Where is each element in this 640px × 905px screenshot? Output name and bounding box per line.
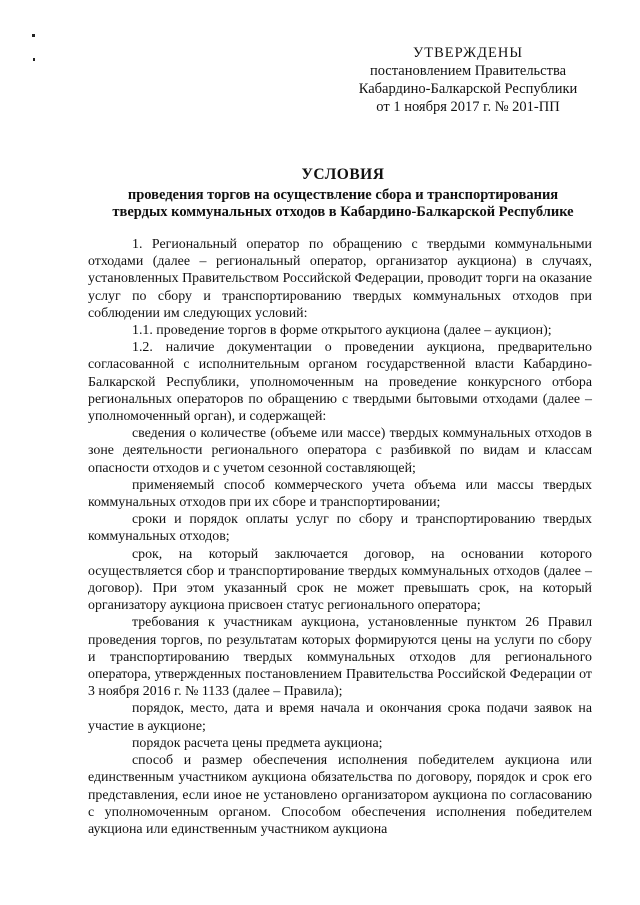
title-subtitle-line: твердых коммунальных отходов в Кабардино-Балкарской Республике <box>112 204 574 220</box>
document-body <box>88 236 592 838</box>
approval-line: постановлением Правительства <box>369 63 567 79</box>
paragraph: сроки и порядок оплаты услуг по сбору и транспортированию твердых коммунальных отходов; <box>88 512 592 545</box>
scan-speck <box>33 58 35 61</box>
title-subtitle-line: проведения торгов на осуществление сбора и транспортирования <box>127 187 559 203</box>
document-title <box>88 166 598 221</box>
paragraph: срок, на который заключается договор, на основании которого осуществляется сбор и транспортирование твердых коммунальных отходов (далее – договор). При этом указанный срок не может превышать срок, на который организатору аукциона присвоен статус регионального оператора; <box>88 546 592 614</box>
paragraph: сведения о количестве (объеме или массе) твердых коммунальных отходов в зоне деятельности регионального оператора с разбивкой по видам и классам опасности отходов и с учетом сезонной составляющей; <box>88 426 592 476</box>
approval-date: от 1 ноября 2017 г. № 201-ПП <box>376 99 560 115</box>
title-main: УСЛОВИЯ <box>301 166 385 183</box>
approval-heading: УТВЕРЖДЕНЫ <box>412 45 524 61</box>
paragraph: порядок, место, дата и время начала и окончания срока подачи заявок на участие в аукционе; <box>88 701 592 734</box>
paragraph: применяемый способ коммерческого учета объема или массы твердых коммунальных отходов при их сборе и транспортировании; <box>88 477 592 511</box>
paragraph: 1. Региональный оператор по обращению с твердыми коммунальными отходами (далее – региональный оператор, организатор аукциона) в случаях, установленных Правительством Российской Федерации, проводит торги на оказание услуг по сбору и транспортированию твердых коммунальных отходов при соблюдении им следующих условий: <box>88 237 592 321</box>
paragraph: требования к участникам аукциона, установленные пунктом 26 Правил проведения торгов, по результатам которых формируются цены на услуги по сбору и транспортированию твердых коммунальных отходов для регионального оператора, утвержденных постановлением Правительства Российской Федерации от 3 ноября 2016 г. № 1133 (далее – Правила); <box>88 615 592 700</box>
approval-line: Кабардино-Балкарской Республики <box>358 81 578 97</box>
paragraph: 1.1. проведение торгов в форме открытого аукциона (далее – аукцион); <box>132 323 552 339</box>
paragraph: 1.2. наличие документации о проведении аукциона, предварительно согласованной с исполнительным органом государственной власти Кабардино-Балкарской Республики, уполномоченным на проведение конкурсного отбора региональных операторов по обращению с твердыми бытовыми отходами (далее – уполномоченный орган), и содержащей: <box>88 340 592 425</box>
approval-stamp <box>348 44 588 116</box>
scan-speck <box>32 34 35 37</box>
paragraph: порядок расчета цены предмета аукциона; <box>132 735 383 751</box>
paragraph: способ и размер обеспечения исполнения победителем аукциона или единственным участником аукциона обязательства по договору, порядок и срок его представления, если иное не установлено организатором аукциона по согласованию с уполномоченным органом. Способом обеспечения исполнения победителем аукциона или единственным участником аукциона <box>88 753 592 837</box>
